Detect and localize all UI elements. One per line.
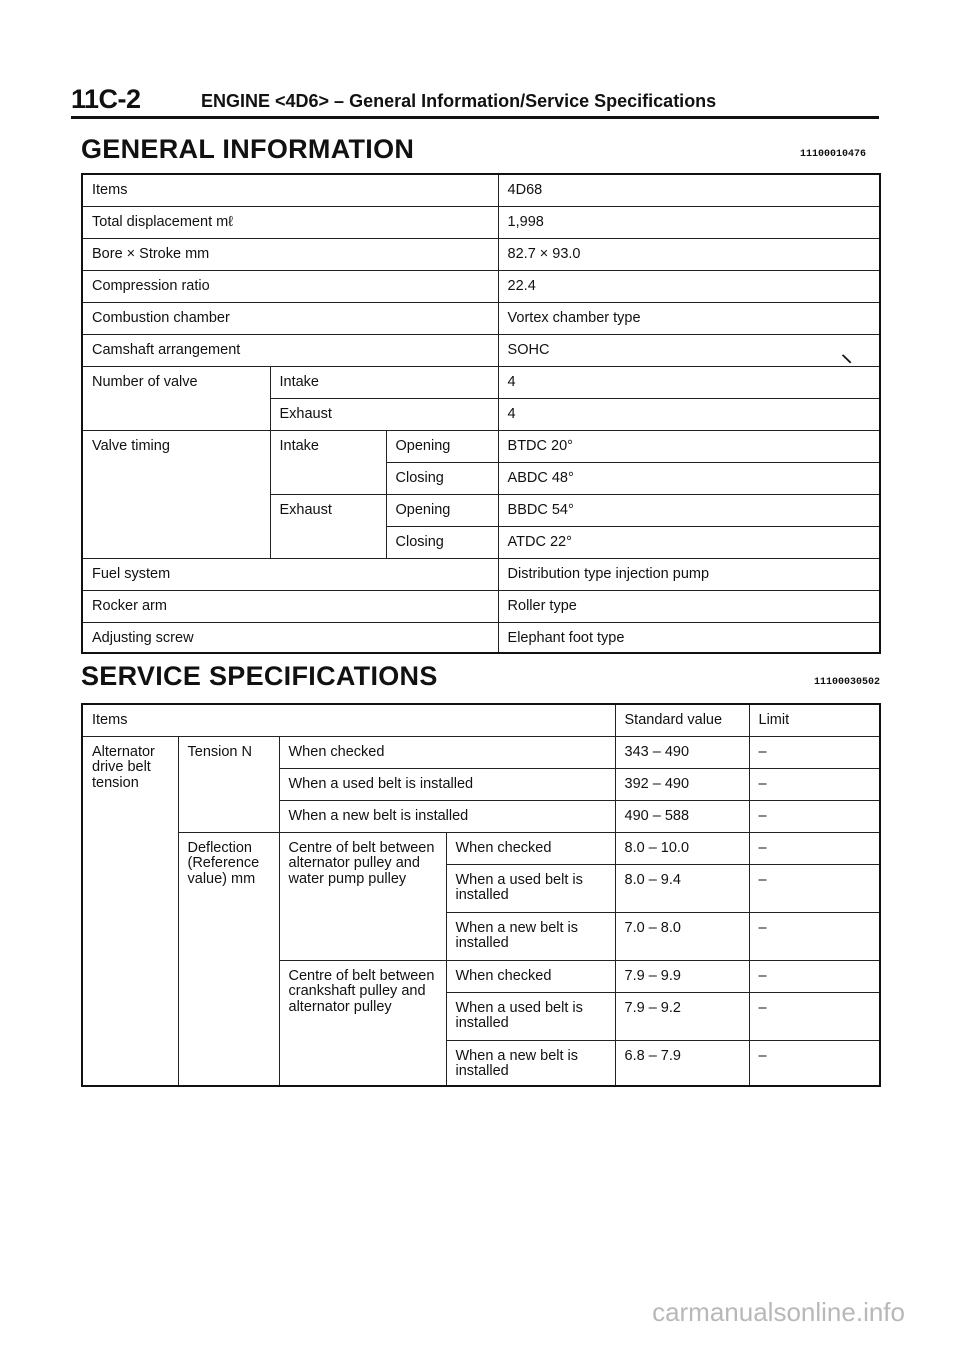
table-row [82, 704, 880, 736]
service-specifications-ref-code: 11100030502 [814, 677, 881, 688]
deflection-condition: When a used belt is installed [446, 864, 615, 912]
table-row [82, 622, 880, 653]
exhaust-opening-label: Opening [386, 494, 498, 526]
fuel-system-label: Fuel system [82, 558, 498, 590]
limit-value: – [749, 800, 880, 832]
general-information-table [81, 173, 881, 654]
table-row [82, 832, 880, 864]
chapter-title: ENGINE <4D6> – General Information/Service Specifications [201, 91, 717, 111]
valve-timing-exhaust-label: Exhaust [270, 494, 386, 558]
table-row [82, 174, 880, 206]
exhaust-closing-value: ATDC 22° [498, 526, 880, 558]
table-row [82, 430, 880, 462]
tension-condition: When a new belt is installed [279, 800, 615, 832]
rocker-arm-label: Rocker arm [82, 590, 498, 622]
exhaust-closing-label: Closing [386, 526, 498, 558]
table-row [82, 736, 880, 768]
standard-value: 7.9 – 9.9 [615, 960, 749, 992]
adjusting-screw-value: Elephant foot type [498, 622, 880, 653]
table-row [82, 590, 880, 622]
limit-value: – [749, 768, 880, 800]
limit-value: – [749, 992, 880, 1040]
deflection-location: Centre of belt between alternator pulley and water pump pulley [279, 832, 446, 960]
deflection-condition: When a new belt is installed [446, 912, 615, 960]
table-row [82, 366, 880, 398]
standard-value: 343 – 490 [615, 736, 749, 768]
general-information-ref-code: 11100010476 [800, 149, 867, 160]
valve-timing-intake-label: Intake [270, 430, 386, 494]
tension-label: Tension N [178, 736, 279, 832]
stray-mark-icon: \ [840, 351, 854, 368]
header-rule [71, 116, 879, 119]
standard-value: 7.0 – 8.0 [615, 912, 749, 960]
col-standard-value-header: Standard value [615, 704, 749, 736]
fuel-system-value: Distribution type injection pump [498, 558, 880, 590]
total-displacement-value: 1,998 [498, 206, 880, 238]
adjusting-screw-label: Adjusting screw [82, 622, 498, 653]
rocker-arm-value: Roller type [498, 590, 880, 622]
valve-count-label: Number of valve [82, 366, 270, 430]
limit-value: – [749, 1040, 880, 1086]
valve-timing-label: Valve timing [82, 430, 270, 558]
limit-value: – [749, 736, 880, 768]
service-specifications-table [81, 703, 881, 1087]
limit-value: – [749, 832, 880, 864]
items-header: Items [82, 174, 498, 206]
intake-opening-label: Opening [386, 430, 498, 462]
deflection-label: Deflection (Reference value) mm [178, 832, 279, 1086]
deflection-condition: When a new belt is installed [446, 1040, 615, 1086]
tension-condition: When checked [279, 736, 615, 768]
intake-opening-value: BTDC 20° [498, 430, 880, 462]
deflection-condition: When checked [446, 960, 615, 992]
valve-count-intake-label: Intake [270, 366, 498, 398]
col-items-header: Items [82, 704, 615, 736]
bore-stroke-label: Bore × Stroke mm [82, 238, 498, 270]
page-number: 11C-2 [71, 84, 141, 114]
table-row [82, 206, 880, 238]
total-displacement-label: Total displacement mℓ [82, 206, 498, 238]
intake-closing-value: ABDC 48° [498, 462, 880, 494]
table-row [82, 558, 880, 590]
limit-value: – [749, 864, 880, 912]
valve-count-exhaust-value: 4 [498, 398, 880, 430]
standard-value: 7.9 – 9.2 [615, 992, 749, 1040]
table-row [82, 334, 880, 366]
valve-count-intake-value: 4 [498, 366, 880, 398]
bore-stroke-value: 82.7 × 93.0 [498, 238, 880, 270]
camshaft-label: Camshaft arrangement [82, 334, 498, 366]
limit-value: – [749, 960, 880, 992]
deflection-condition: When a used belt is installed [446, 992, 615, 1040]
intake-closing-label: Closing [386, 462, 498, 494]
service-specifications-title: SERVICE SPECIFICATIONS [81, 661, 438, 691]
tension-condition: When a used belt is installed [279, 768, 615, 800]
compression-ratio-value: 22.4 [498, 270, 880, 302]
standard-value: 8.0 – 9.4 [615, 864, 749, 912]
exhaust-opening-value: BBDC 54° [498, 494, 880, 526]
standard-value: 6.8 – 7.9 [615, 1040, 749, 1086]
standard-value: 392 – 490 [615, 768, 749, 800]
table-row [82, 270, 880, 302]
limit-value: – [749, 912, 880, 960]
engine-model-header: 4D68 [498, 174, 880, 206]
compression-ratio-label: Compression ratio [82, 270, 498, 302]
table-row [82, 302, 880, 334]
camshaft-value: SOHC [498, 334, 880, 366]
standard-value: 8.0 – 10.0 [615, 832, 749, 864]
watermark-text: carmanualsonline.info [652, 1297, 905, 1327]
deflection-condition: When checked [446, 832, 615, 864]
table-row [82, 238, 880, 270]
standard-value: 490 – 588 [615, 800, 749, 832]
col-limit-header: Limit [749, 704, 880, 736]
general-information-title: GENERAL INFORMATION [81, 134, 415, 164]
combustion-chamber-label: Combustion chamber [82, 302, 498, 334]
alternator-belt-tension-label: Alternator drive belt tension [82, 736, 178, 1086]
deflection-location: Centre of belt between crankshaft pulley and alternator pulley [279, 960, 446, 1086]
valve-count-exhaust-label: Exhaust [270, 398, 498, 430]
combustion-chamber-value: Vortex chamber type [498, 302, 880, 334]
